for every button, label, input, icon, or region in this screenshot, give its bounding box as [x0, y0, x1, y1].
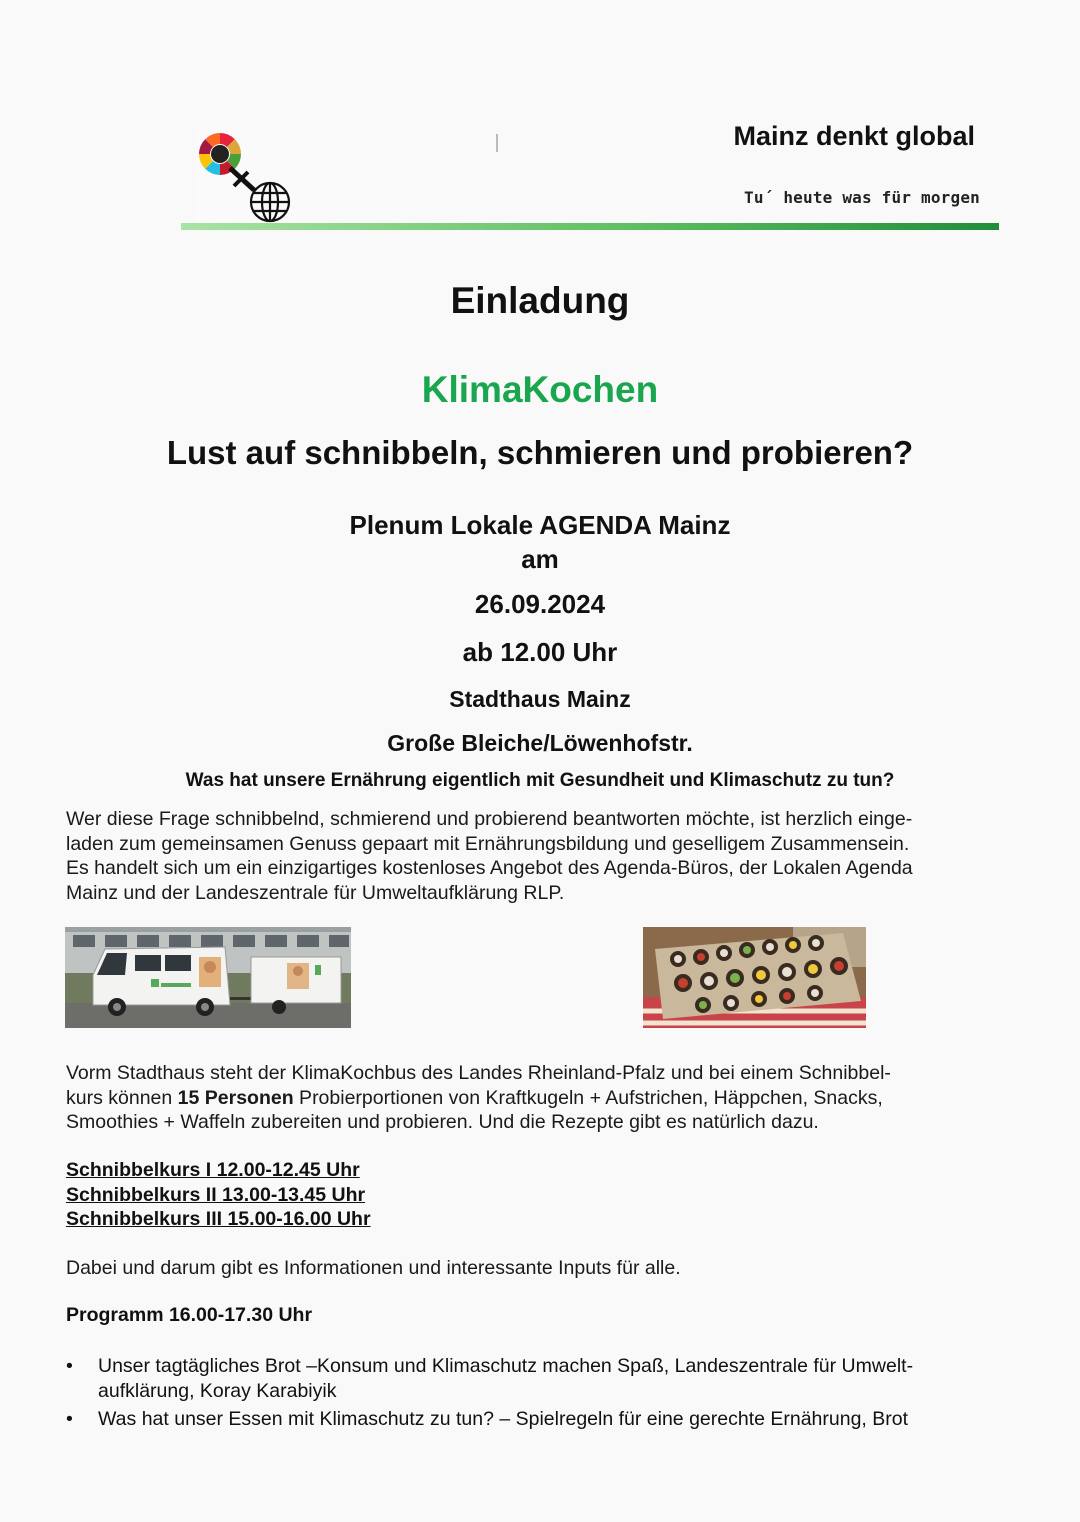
- sdg-wheel-globe-icon: [196, 128, 296, 224]
- event-tagline: Lust auf schnibbeln, schmieren und probieren?: [166, 434, 914, 471]
- org-title: Mainz denkt global: [733, 121, 975, 151]
- bullet-icon: •: [66, 1355, 73, 1377]
- program-heading: Programm 16.00-17.30 Uhr: [66, 1304, 313, 1326]
- snack-platter-photo: [643, 927, 866, 1028]
- org-slogan: Tu´ heute was für morgen: [744, 188, 980, 207]
- page-title: Einladung: [450, 280, 630, 321]
- course-item: Schnibbelkurs I 12.00-12.45 Uhr: [66, 1159, 360, 1181]
- event-name: KlimaKochen: [421, 369, 659, 410]
- organizer-line: Plenum Lokale AGENDA Mainz: [349, 510, 731, 540]
- bus-paragraph: [66, 1061, 1026, 1135]
- event-venue: Stadthaus Mainz: [449, 686, 631, 712]
- program-item: [66, 1354, 1026, 1404]
- lead-question: Was hat unsere Ernährung eigentlich mit Gesundheit und Klimaschutz zu tun?: [185, 770, 895, 791]
- inputs-paragraph: Dabei und darum gibt es Informationen und interessante Inputs für alle.: [66, 1257, 681, 1279]
- bus-line-text: Probierportionen von Kraftkugeln + Aufstrichen, Häppchen, Snacks,: [293, 1086, 883, 1109]
- course-item: Schnibbelkurs II 13.00-13.45 Uhr: [66, 1183, 366, 1206]
- program-item: [66, 1407, 1026, 1432]
- event-time: ab 12.00 Uhr: [462, 637, 618, 667]
- bus-line: Smoothies + Waffeln zubereiten und probieren. Und die Rezepte gibt es natürlich dazu.: [66, 1111, 819, 1133]
- organizer: [0, 508, 1080, 576]
- program-item-line: Was hat unser Essen mit Klimaschutz zu tun? – Spielregeln für eine gerechte Ernährung, Brot: [98, 1408, 909, 1430]
- course-item: Schnibbelkurs III 15.00-16.00 Uhr: [66, 1208, 371, 1230]
- header-rule: [181, 223, 999, 230]
- intro-line: laden zum gemeinsamen Genuss gepaart mit Ernährungsbildung und geselligem Zusammensein.: [66, 832, 910, 855]
- intro-line: Wer diese Frage schnibbelnd, schmierend und probierend beantworten möchte, ist herzlich einge-: [66, 808, 913, 830]
- intro-line: Mainz und der Landeszentrale für Umweltaufklärung RLP.: [66, 881, 565, 904]
- participant-count: 15 Personen: [177, 1086, 294, 1109]
- intro-line: Es handelt sich um ein einzigartiges kostenloses Angebot des Agenda-Büros, der Lokalen Agenda: [66, 857, 913, 879]
- program-item-line: aufklärung, Koray Karabiyik: [98, 1380, 337, 1402]
- bus-line: Vorm Stadthaus steht der KlimaKochbus des Landes Rheinland-Pfalz und bei einem Schnibbel-: [66, 1062, 891, 1084]
- intro-paragraph: [66, 807, 1026, 905]
- program-list: [66, 1354, 1026, 1435]
- bus-line-text: kurs können: [66, 1086, 178, 1109]
- course-list: [66, 1158, 666, 1232]
- klimakochbus-photo: [65, 927, 351, 1028]
- program-item-line: Unser tagtägliches Brot –Konsum und Klimaschutz machen Spaß, Landeszentrale für Umwelt-: [98, 1355, 914, 1377]
- header-divider-mark: [496, 134, 498, 152]
- event-date: 26.09.2024: [474, 589, 606, 619]
- bullet-icon: •: [66, 1408, 73, 1430]
- event-street: Große Bleiche/Löwenhofstr.: [387, 730, 693, 756]
- organizer-line-am: am: [521, 544, 559, 574]
- bus-line: [66, 1086, 1026, 1111]
